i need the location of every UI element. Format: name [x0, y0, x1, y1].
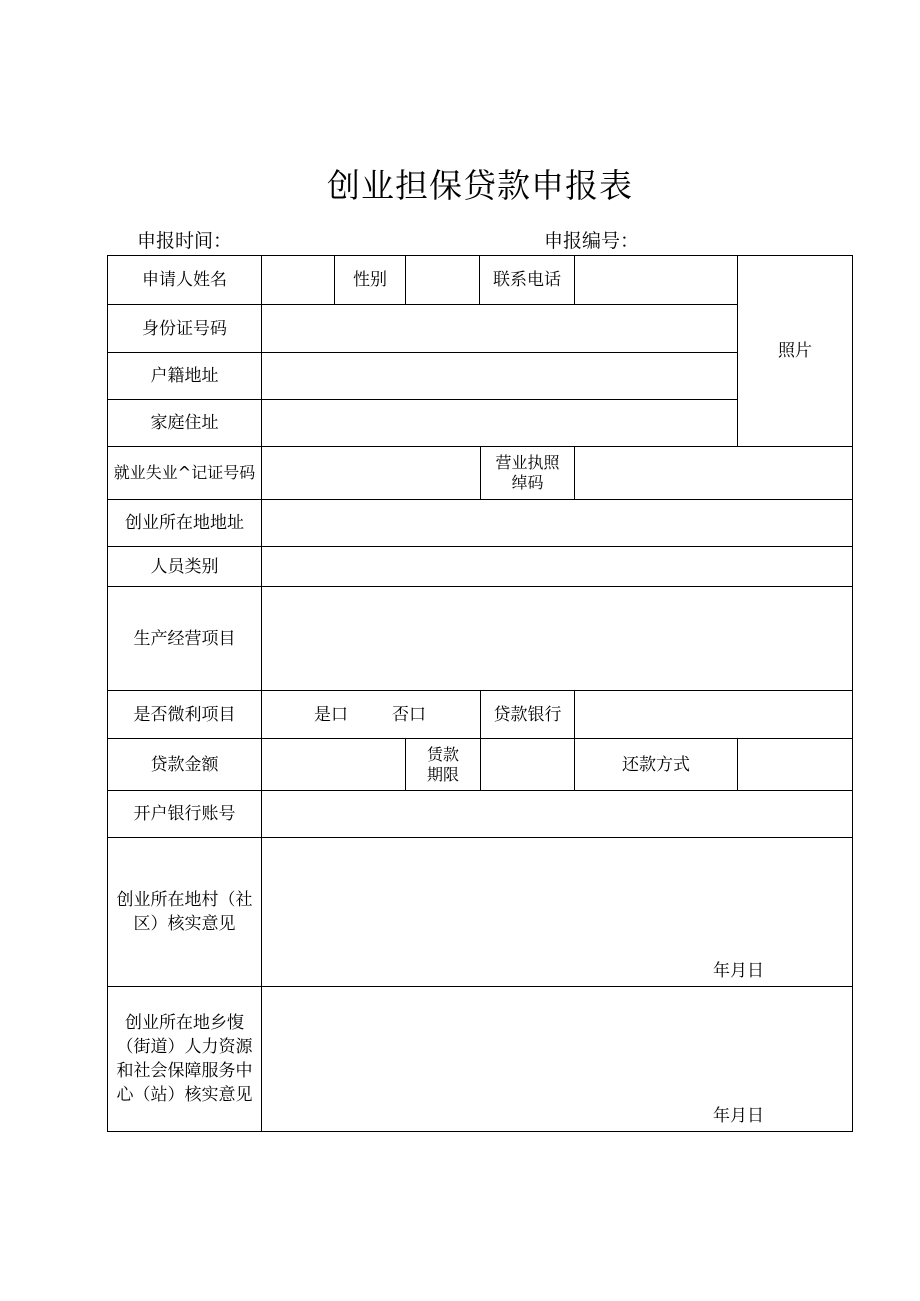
applicant-name-label: 申请人姓名 [108, 256, 262, 305]
loan-bank-label: 贷款银行 [481, 691, 575, 739]
gender-field[interactable] [406, 256, 480, 305]
village-opinion-label: 创业所在地村（社区）核实意见 [108, 838, 262, 987]
business-project-field[interactable] [262, 587, 852, 691]
loan-term-label: 赁款期限 [406, 739, 481, 791]
village-opinion-field[interactable] [262, 838, 852, 987]
personnel-category-label: 人员类别 [108, 547, 262, 587]
personnel-category-field[interactable] [262, 547, 852, 587]
business-license-label: 营业执照绰码 [481, 447, 575, 500]
town-date: 年月日 [713, 1106, 764, 1126]
loan-amount-field[interactable] [262, 739, 406, 791]
phone-label: 联系电话 [480, 256, 575, 305]
repayment-method-field[interactable] [738, 739, 852, 791]
household-address-field[interactable] [262, 353, 738, 400]
bank-account-field[interactable] [262, 791, 852, 838]
photo-box[interactable]: 照片 [738, 256, 852, 447]
page-title: 创业担保贷款申报表 [327, 166, 633, 205]
town-opinion-field[interactable] [262, 987, 852, 1131]
business-project-label: 生产经营项目 [108, 587, 262, 691]
home-address-label: 家庭住址 [108, 400, 262, 447]
application-form [107, 255, 853, 1132]
business-license-field[interactable] [575, 447, 852, 500]
town-opinion-label: 创业所在地乡愎（街道）人力资源和社会保障服务中心（站）核实意见 [108, 987, 262, 1131]
employment-cert-field[interactable] [262, 447, 481, 500]
home-address-field[interactable] [262, 400, 738, 447]
loan-term-field[interactable] [481, 739, 575, 791]
business-address-field[interactable] [262, 500, 852, 547]
yes-checkbox[interactable]: 是口 [314, 704, 348, 725]
loan-amount-label: 贷款金额 [108, 739, 262, 791]
micro-project-label: 是否微利项目 [108, 691, 262, 739]
business-address-label: 创业所在地地址 [108, 500, 262, 547]
loan-bank-field[interactable] [575, 691, 852, 739]
micro-project-options [262, 691, 481, 739]
village-date: 年月日 [713, 961, 764, 981]
report-time-label: 申报时间： [137, 230, 233, 252]
id-number-field[interactable] [262, 305, 738, 353]
id-number-label: 身份证号码 [108, 305, 262, 353]
employment-cert-label: 就业失业^记证号码 [108, 447, 262, 500]
repayment-method-label: 还款方式 [575, 739, 738, 791]
phone-field[interactable] [575, 256, 738, 305]
household-address-label: 户籍地址 [108, 353, 262, 400]
bank-account-label: 开户银行账号 [108, 791, 262, 838]
no-checkbox[interactable]: 否口 [392, 704, 426, 725]
applicant-name-field[interactable] [262, 256, 335, 305]
report-number-label: 申报编号： [544, 230, 640, 252]
gender-label: 性别 [335, 256, 406, 305]
